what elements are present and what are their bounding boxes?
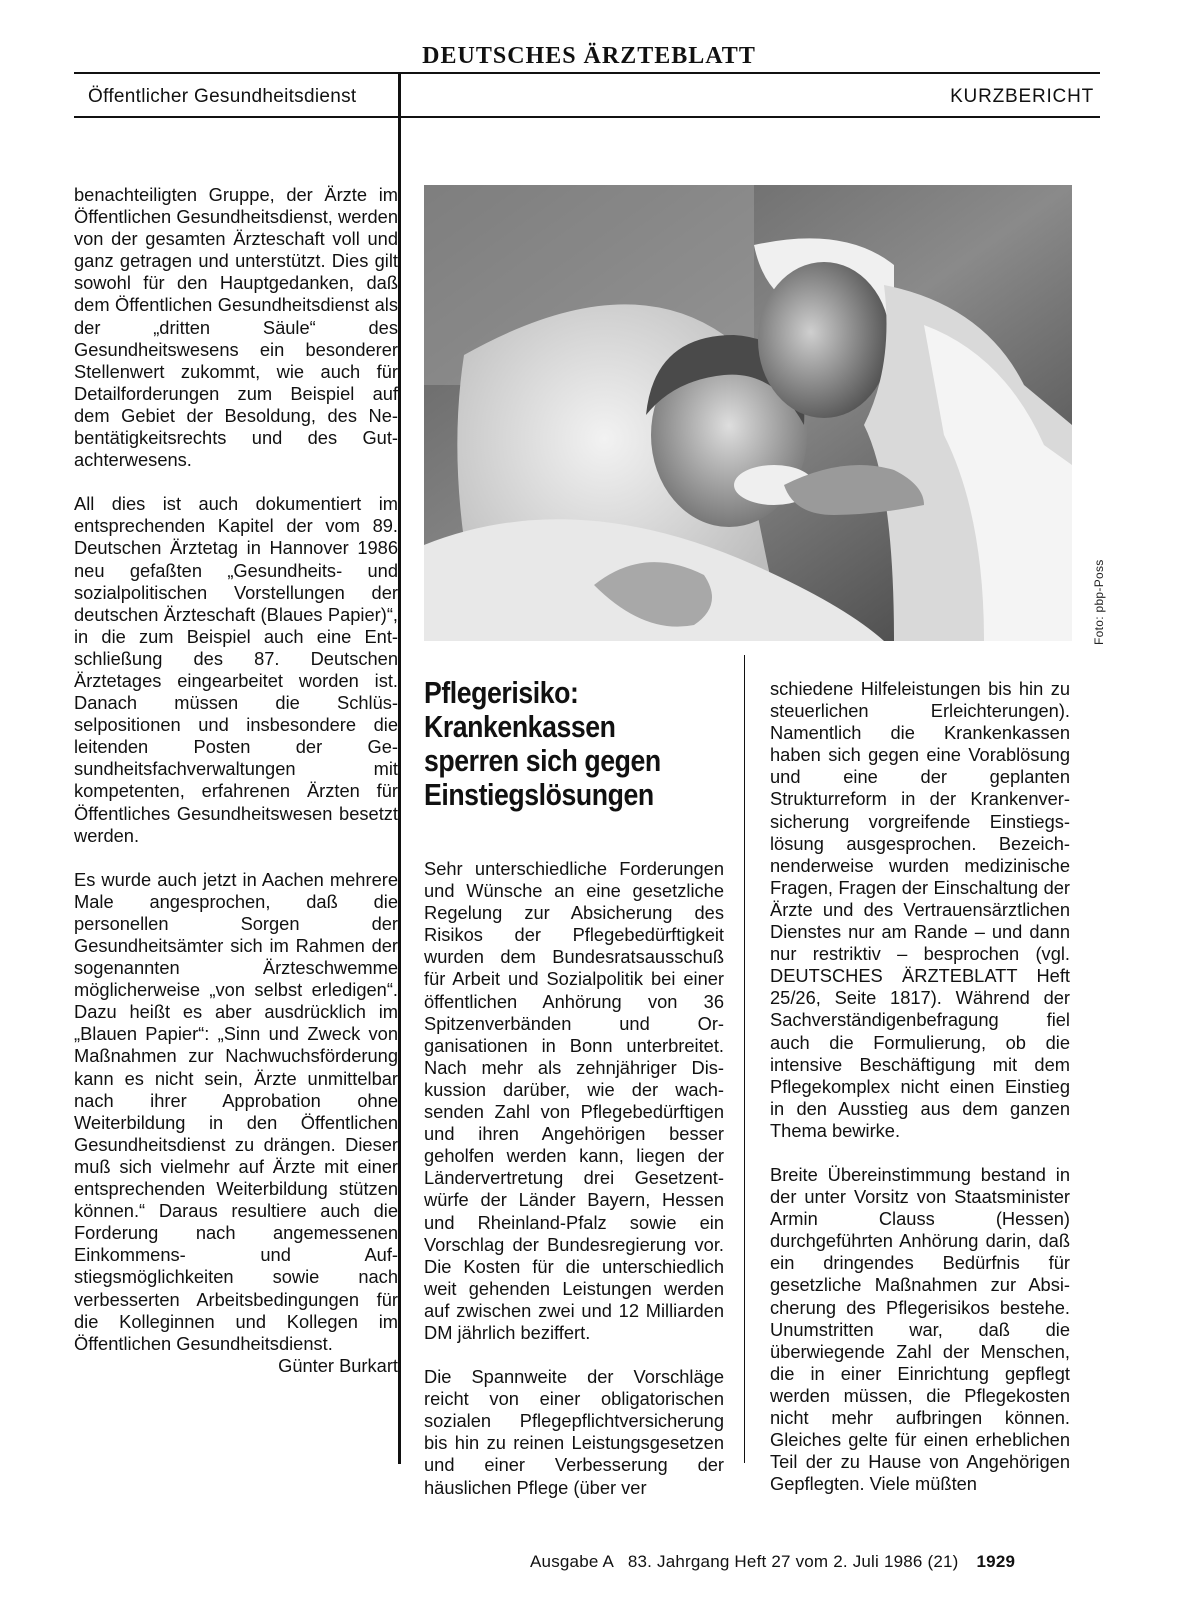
photo-credit: Foto: pbp-Poss bbox=[1092, 559, 1106, 645]
issue-info: Ausgabe A 83. Jahrgang Heft 27 vom 2. Juli 1986 (21) bbox=[530, 1552, 959, 1571]
paragraph: Die Spannweite der Vorschläge reicht von einer obligatorischen sozialen Pflegepflichtversicherung bis hin zu reinen Leistungsgesetzen und einer Verbesserung der häuslichen Pflege (über ver bbox=[424, 1366, 724, 1498]
author-name: Günter Burkart bbox=[278, 1354, 398, 1376]
right-article-column bbox=[770, 678, 1070, 1495]
mid-article-column bbox=[424, 858, 724, 1499]
page-number: 1929 bbox=[976, 1552, 1016, 1571]
paragraph: All dies ist auch dokumentiert im entsprechenden Kapitel der vom 89. Deutschen Ärztetag in Hannover 1986 neu gefaßten „Gesundheits- und sozialpolitischen Vorstellungen der deutschen Ärzteschaft (Blaues Papier)“, in die zum Beispiel auch eine Entschließung des 87. Deutschen Ärztetages eingearbeitet worden ist. Danach müssen die Schlüsselpositionen und insbesondere die leitenden Posten der Gesundheitsfachverwaltungen mit kompetenten, erfahrenen Ärzten für Öffentliches Gesundheitswesen besetzt werden. bbox=[74, 493, 398, 846]
photo-illustration bbox=[424, 185, 1072, 641]
header-bottom-rule-right bbox=[400, 116, 1100, 118]
news-photo-nurse-and-patient bbox=[424, 185, 1072, 641]
paragraph: Breite Übereinstimmung bestand in der unter Vorsitz von Staatsminister Armin Clauss (Hessen) durchgeführten Anhörung darin, daß ein dringendes Bedürfnis für gesetzliche Maßnahmen zur Absicherung des Pflegerisikos bestehe. Unumstritten war, daß die überwiegende Zahl der Menschen, die in einer Einrichtung gepflegt werden müssen, die Pflegekosten nicht mehr aufbringen können. Gleiches gelte für einen erheblichen Teil der zu Hause von Angehörigen Gepflegten. Viele müßten bbox=[770, 1163, 1070, 1495]
header-top-rule bbox=[74, 72, 1100, 74]
paragraph: schiedene Hilfeleistungen bis hin zu steuerlichen Erleichterungen). Namentlich die Krankenkassen haben sich gegen eine Vorablösung und eine der geplanten Strukturreform in der Krankenversicherung vorgreifende Einstiegslösung ausgesprochen. Bezeichnenderweise wurden medizinische Fragen, Fragen der Einschaltung der Ärzte und des Vertrauensärztlichen Dienstes nur am Rande – und dann nur restriktiv – besprochen (vgl. DEUTSCHES ÄRZTEBLATT Heft 25/26, Seite 1817). Während der Sachverständigenbefragung fiel auch die Formulierung, ob die intensive Beschäftigung mit dem Pflegekomplex nicht einen Einstieg in den Ausstieg aus dem ganzen Thema bewirke. bbox=[770, 678, 1070, 1141]
article-headline: Pflegerisiko: Krankenkassen sperren sich gegen Einstiegslösungen bbox=[424, 675, 661, 812]
left-article-column bbox=[74, 184, 398, 1377]
masthead: DEUTSCHES ÄRZTEBLATT bbox=[422, 43, 756, 69]
article-type-label: KURZBERICHT bbox=[950, 86, 1094, 107]
paragraph: Sehr unterschiedliche Forderungen und Wünsche an eine gesetzliche Regelung zur Absicherung des Risikos der Pflegebedürftigkeit wurden dem Bundesratsausschuß für Arbeit und Sozialpolitik bei einer öffentlichen Anhörung von 36 Spitzenverbänden und Organisationen in Bonn unterbreitet. Nach mehr als zehnjähriger Diskussion darüber, wie der wachsenden Zahl von Pflegebedürftigen und ihren Angehörigen besser geholfen werden kann, liegen der Ländervertretung drei Gesetzentwürfe der Länder Bayern, Hessen und Rheinland-Pfalz sowie ein Vorschlag der Bundesregierung vor. Die Kosten für die unterschiedlich weit gehenden Leistungen werden auf zwischen zwei und 12 Milliarden DM jährlich beziffert. bbox=[424, 858, 724, 1343]
section-label: Öffentlicher Gesundheitsdienst bbox=[88, 86, 357, 107]
paragraph: benachteiligten Gruppe, der Ärzte im Öffentlichen Gesundheitsdienst, werden von der gesamten Ärzteschaft voll und ganz getragen und unterstützt. Dies gilt sowohl für den Hauptgedanken, daß dem Öffentlichen Gesundheitsdienst als der „dritten Säule“ des Gesundheitswesens ein besonderer Stellenwert zukommt, wie auch für Detailforderungen zum Beispiel auf dem Gebiet der Besoldung, des Nebentätigkeitsrechts und des Gutachterwesens. bbox=[74, 184, 398, 471]
page-footer bbox=[530, 1552, 1015, 1572]
mid-column-divider bbox=[744, 655, 745, 1463]
column-divider bbox=[398, 72, 401, 1464]
header-bottom-rule-left bbox=[74, 116, 400, 118]
paragraph bbox=[74, 868, 398, 1376]
paragraph-text: Es wurde auch jetzt in Aachen mehrere Male angesprochen, daß die personellen Sorgen der Gesundheitsämter sich im Rahmen der sogenannten Ärzteschwemme möglicherweise „von selbst erledigen“. Dazu heißt es aber ausdrücklich im „Blauen Papier“: „Sinn und Zweck von Maßnahmen zur Nachwuchsförderung kann es nicht sein, Ärzte unmittelbar nach ihrer Approbation ohne Weiterbildung in den Öffentlichen Gesundheitsdienst zu drängen. Dieser muß sich vielmehr auf Ärzte mit einer entsprechenden Weiterbildung stützen können.“ Daraus resultiere auch die Forderung nach angemessenen Einkommens- und Aufstiegsmöglichkeiten sowie nach verbesserten Arbeitsbedingungen für die Kolleginnen und Kollegen im Öffentlichen Gesundheitsdienst. bbox=[74, 868, 398, 1354]
